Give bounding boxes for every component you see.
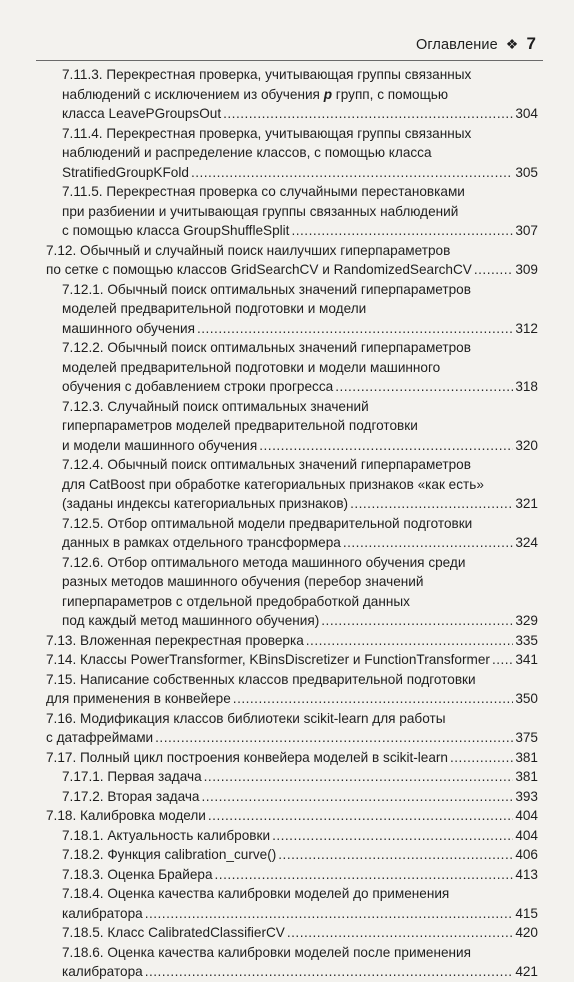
toc-entry-text: класса LeavePGroupsOut	[62, 106, 222, 121]
leader-dots	[233, 689, 514, 709]
toc-page-number: 375	[515, 730, 538, 745]
toc-page-number: 421	[515, 964, 538, 979]
toc-entry[interactable]	[0, 923, 574, 943]
toc-entry[interactable]	[0, 553, 574, 631]
leader-dots	[278, 845, 513, 865]
toc-page-number: 312	[515, 320, 538, 336]
toc-entry-line	[46, 689, 538, 709]
toc-entry-line	[62, 611, 538, 631]
toc-entry-line	[62, 377, 538, 397]
toc-entry-line	[62, 787, 538, 807]
toc-page-number: 404	[515, 827, 538, 843]
toc-page-number: 320	[515, 437, 538, 453]
toc-entry-text: данных в рамках отдельного трансформера	[62, 535, 341, 550]
toc-entry-text: 7.11.4. Перекрестная проверка, учитывающая группы связанных	[62, 125, 472, 141]
leader-dots	[191, 163, 513, 183]
toc-entry-line	[46, 748, 538, 768]
toc-entry-line	[62, 553, 538, 573]
toc-entry-text: для CatBoost при обработке категориальных признаков «как есть»	[62, 476, 484, 492]
toc-entry[interactable]	[0, 631, 574, 651]
toc-entry-line	[62, 514, 538, 534]
toc-entry-line	[46, 260, 538, 280]
toc-entry[interactable]	[0, 709, 574, 748]
page-number: 7	[526, 34, 536, 53]
toc-entry[interactable]	[0, 943, 574, 982]
toc-entry-text: 7.11.3. Перекрестная проверка, учитывающая группы связанных	[62, 67, 472, 82]
leader-dots	[201, 787, 513, 807]
toc-page-number: 341	[515, 652, 538, 667]
toc-entry-line	[46, 806, 538, 826]
toc-entry-text: 7.17.1. Первая задача	[62, 769, 202, 784]
fleuron-icon: ❖	[505, 36, 519, 52]
toc-entry[interactable]	[0, 806, 574, 826]
toc-entry-text: 7.15. Написание собственных классов предварительной подготовки	[46, 671, 476, 687]
toc-page-number: 304	[515, 106, 538, 121]
toc-entry-line	[62, 85, 538, 105]
toc-entry-text: 7.18.4. Оценка качества калибровки моделей до применения	[62, 886, 450, 901]
leader-dots	[335, 377, 513, 397]
leader-dots	[350, 494, 513, 514]
toc-entry-text: разных методов машинного обучения (перебор значений	[62, 574, 424, 589]
leader-dots	[492, 650, 513, 670]
toc-entry[interactable]	[0, 650, 574, 670]
toc-entry-line	[62, 962, 538, 982]
toc-entry-text: наблюдений и распределение классов, с помощью класса	[62, 145, 432, 160]
leader-dots	[343, 533, 513, 553]
toc-entry-text: 7.12.4. Обычный поиск оптимальных значений гиперпараметров	[62, 457, 471, 472]
toc-entry-line	[46, 728, 538, 748]
toc-entry[interactable]	[0, 182, 574, 241]
toc-page-number: 413	[515, 866, 538, 882]
toc-entry-line	[46, 241, 538, 261]
toc-entry-text: 7.18.2. Функция calibration_curve()	[62, 847, 277, 862]
toc-page-number: 329	[515, 613, 538, 628]
running-header	[0, 34, 536, 54]
toc-page-number: 381	[515, 749, 538, 765]
toc-page-number: 381	[515, 769, 538, 784]
leader-dots	[306, 631, 514, 651]
toc-entry-text: при разбиении и учитывающая группы связанных наблюдений	[62, 203, 459, 219]
toc-entry-text: 7.12. Обычный и случайный поиск наилучших гиперпараметров	[46, 242, 451, 258]
toc-entry-text: 7.14. Классы PowerTransformer, KBinsDiscretizer и FunctionTransformer	[46, 652, 490, 667]
toc-entry-text: 7.12.5. Отбор оптимальной модели предварительной подготовки	[62, 515, 473, 531]
leader-dots	[208, 806, 513, 826]
leader-dots	[197, 319, 513, 339]
toc-page-number: 335	[515, 632, 538, 648]
toc-page-number: 309	[515, 262, 538, 277]
toc-entry-line	[62, 416, 538, 436]
toc-entry-line	[62, 221, 538, 241]
leader-dots	[145, 962, 514, 982]
leader-dots	[145, 904, 514, 924]
toc-entry-line	[62, 104, 538, 124]
toc-entry-text: StratifiedGroupKFold	[62, 164, 189, 180]
toc-page-number: 307	[515, 223, 538, 238]
toc-entry-line	[46, 670, 538, 690]
toc-entry[interactable]	[0, 338, 574, 397]
toc-page-number: 420	[515, 925, 538, 940]
toc-entry-text: для применения в конвейере	[46, 691, 231, 706]
leader-dots	[287, 923, 513, 943]
toc-entry-line	[62, 280, 538, 300]
toc-entry-text: 7.16. Модификация классов библиотеки scikit-learn для работы	[46, 710, 446, 726]
toc-entry[interactable]	[0, 455, 574, 514]
toc-entry[interactable]	[0, 787, 574, 807]
toc-entry-line	[62, 319, 538, 339]
leader-dots	[474, 260, 513, 280]
toc-entry-line	[62, 358, 538, 378]
toc-entry-text: 7.13. Вложенная перекрестная проверка	[46, 632, 304, 648]
toc-entry[interactable]	[0, 241, 574, 280]
leader-dots	[321, 611, 513, 631]
toc-entry-line	[62, 202, 538, 222]
toc-entry-text: и модели машинного обучения	[62, 437, 258, 453]
toc-entry-text: 7.17. Полный цикл построения конвейера моделей в scikit-learn	[46, 749, 448, 765]
toc-entry-line	[62, 865, 538, 885]
toc-entry-text: 7.18.5. Класс CalibratedClassifierCV	[62, 925, 285, 940]
toc-entry[interactable]	[0, 514, 574, 553]
toc-entry[interactable]	[0, 845, 574, 865]
toc-entry-line	[62, 436, 538, 456]
toc-entry-text: гиперпараметров моделей предварительной подготовки	[62, 418, 418, 433]
toc-entry[interactable]	[0, 124, 574, 183]
toc-entry-text: 7.12.3. Случайный поиск оптимальных значений	[62, 398, 369, 414]
toc-entry-line	[62, 299, 538, 319]
toc-entry-line	[62, 494, 538, 514]
toc-entry-text: 7.18.6. Оценка качества калибровки моделей после применения	[62, 944, 472, 960]
toc-entry[interactable]	[0, 65, 574, 124]
toc-page-number: 318	[515, 379, 538, 394]
toc-entry-line	[62, 572, 538, 592]
toc-entry-line	[62, 533, 538, 553]
toc-page-number: 406	[515, 847, 538, 862]
toc-entry[interactable]	[0, 884, 574, 923]
toc-entry-text: моделей предварительной подготовки и модели	[62, 301, 367, 316]
toc-entry-text: 7.17.2. Вторая задача	[62, 788, 200, 804]
toc-entry-line	[62, 904, 538, 924]
leader-dots	[272, 826, 513, 846]
toc-entry[interactable]	[0, 397, 574, 456]
toc-page-number: 321	[515, 496, 538, 511]
toc-entry[interactable]	[0, 670, 574, 709]
toc-entry-text: 7.12.2. Обычный поиск оптимальных значений гиперпараметров	[62, 340, 471, 355]
toc-entry-line	[62, 475, 538, 495]
toc-entry-text: с помощью класса GroupShuffleSplit	[62, 223, 290, 238]
toc-entry-text: (заданы индексы категориальных признаков)	[62, 496, 349, 511]
toc-entry-text: гиперпараметров с отдельной предобработкой данных	[62, 593, 410, 609]
toc-page-number: 404	[515, 808, 538, 823]
leader-dots	[291, 221, 513, 241]
toc-entry-text: машинного обучения	[62, 320, 195, 336]
toc-entry-text: 7.12.6. Отбор оптимального метода машинного обучения среди	[62, 554, 466, 570]
leader-dots	[155, 728, 513, 748]
toc-entry-line	[62, 845, 538, 865]
toc-entry-line	[46, 631, 538, 651]
toc-entry-line	[62, 124, 538, 144]
toc-entry-text: калибратора	[62, 905, 143, 921]
table-of-contents	[0, 65, 574, 982]
leader-dots	[259, 436, 513, 456]
toc-page-number: 393	[515, 788, 538, 804]
toc-entry-line	[62, 182, 538, 202]
header-rule	[36, 60, 543, 61]
toc-entry-text: 7.18.1. Актуальность калибровки	[62, 827, 271, 843]
toc-page-number: 350	[515, 691, 538, 706]
toc-entry[interactable]	[0, 826, 574, 846]
header-title: Оглавление	[415, 37, 498, 53]
toc-entry-text: 7.18. Калибровка модели	[46, 808, 206, 823]
toc-entry-line	[62, 943, 538, 963]
toc-entry-line	[62, 455, 538, 475]
toc-page-number: 324	[515, 535, 538, 550]
toc-entry-line	[62, 65, 538, 85]
toc-entry[interactable]	[0, 865, 574, 885]
toc-entry-text: с датафреймами	[46, 730, 154, 745]
toc-entry-line	[46, 650, 538, 670]
toc-entry-line	[62, 163, 538, 183]
toc-entry-text: 7.11.5. Перекрестная проверка со случайными перестановками	[62, 184, 465, 199]
toc-entry-text: обучения с добавлением строки прогресса	[62, 379, 334, 394]
leader-dots	[223, 104, 513, 124]
toc-page-number: 415	[515, 905, 538, 921]
toc-entry-line	[62, 397, 538, 417]
toc-entry[interactable]	[0, 280, 574, 339]
toc-entry-text: 7.18.3. Оценка Брайера	[62, 866, 213, 882]
toc-page-number: 305	[515, 164, 538, 180]
leader-dots	[450, 748, 513, 768]
leader-dots	[204, 767, 514, 787]
toc-entry-line	[62, 143, 538, 163]
toc-entry-text: под каждый метод машинного обучения)	[62, 613, 320, 628]
toc-entry-line	[62, 338, 538, 358]
toc-entry[interactable]	[0, 767, 574, 787]
toc-entry-line	[62, 884, 538, 904]
toc-entry-text: 7.12.1. Обычный поиск оптимальных значений гиперпараметров	[62, 281, 471, 297]
toc-entry-line	[62, 923, 538, 943]
toc-entry-line	[62, 767, 538, 787]
leader-dots	[215, 865, 514, 885]
toc-entry-line	[62, 826, 538, 846]
toc-entry-line	[62, 592, 538, 612]
toc-entry[interactable]	[0, 748, 574, 768]
toc-entry-line	[46, 709, 538, 729]
toc-entry-text: по сетке с помощью классов GridSearchCV и RandomizedSearchCV	[46, 262, 472, 277]
toc-entry-text: калибратора	[62, 964, 143, 979]
toc-entry-text: моделей предварительной подготовки и модели машинного	[62, 359, 441, 375]
toc-entry-text: наблюдений с исключением из обучения p групп, с помощью	[62, 86, 449, 102]
